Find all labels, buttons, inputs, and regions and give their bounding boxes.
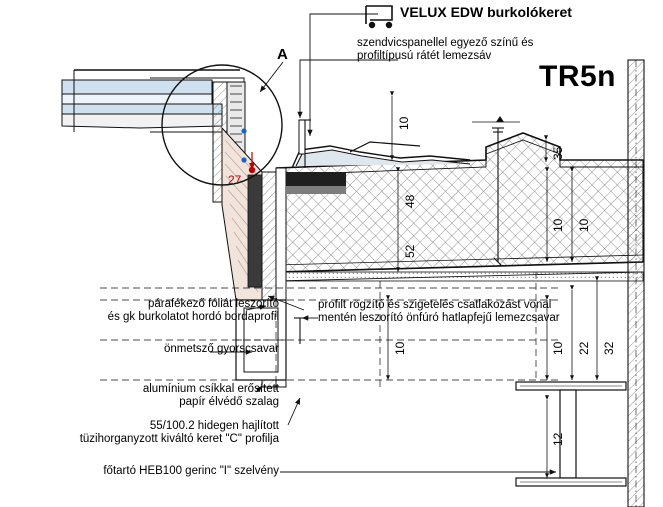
dim-35-ridge: 35 — [551, 146, 565, 160]
dim-10-right-a: 10 — [551, 218, 565, 232]
note-left-1: párafékező fóliát leszorító és gk burkolatot hordó bordaprofil — [107, 298, 279, 324]
note-left-4: 55/100.2 hidegen hajlított tüzihorganyzott kiváltó keret "C" profilja — [79, 420, 279, 446]
dim-32: 32 — [602, 341, 616, 355]
dim-10-mid-lower: 10 — [393, 341, 407, 355]
note-left-2: önmetsző gyorscsavar — [163, 343, 279, 355]
note-top: szendvicspanellel egyező színű és profiltípusú rátét lemezsáv — [357, 37, 534, 63]
callout-label-a: A — [277, 46, 288, 63]
drawing-code: TR5n — [539, 60, 616, 93]
dim-10-right-b: 10 — [577, 218, 591, 232]
note-middle: profilt rögzítő és szigetelés csatlakozást vonal mentén leszorító önfúró hatlapfejű lemezcsavar — [318, 299, 560, 325]
dim-52: 52 — [403, 244, 417, 258]
dim-27-red: 27 — [228, 173, 242, 187]
note-left-3: alumínium csíkkal erősített papír élvédő szalag — [142, 383, 279, 409]
dim-12: 12 — [551, 432, 565, 446]
header-label: VELUX EDW burkolókeret — [400, 4, 572, 20]
dim-48: 48 — [403, 194, 417, 208]
dim-22: 22 — [577, 341, 591, 355]
note-left-5: főtartó HEB100 gerinc "I" szelvény — [103, 465, 279, 477]
dim-10-lower-right: 10 — [551, 341, 565, 355]
dim-10-top: 10 — [397, 116, 411, 130]
